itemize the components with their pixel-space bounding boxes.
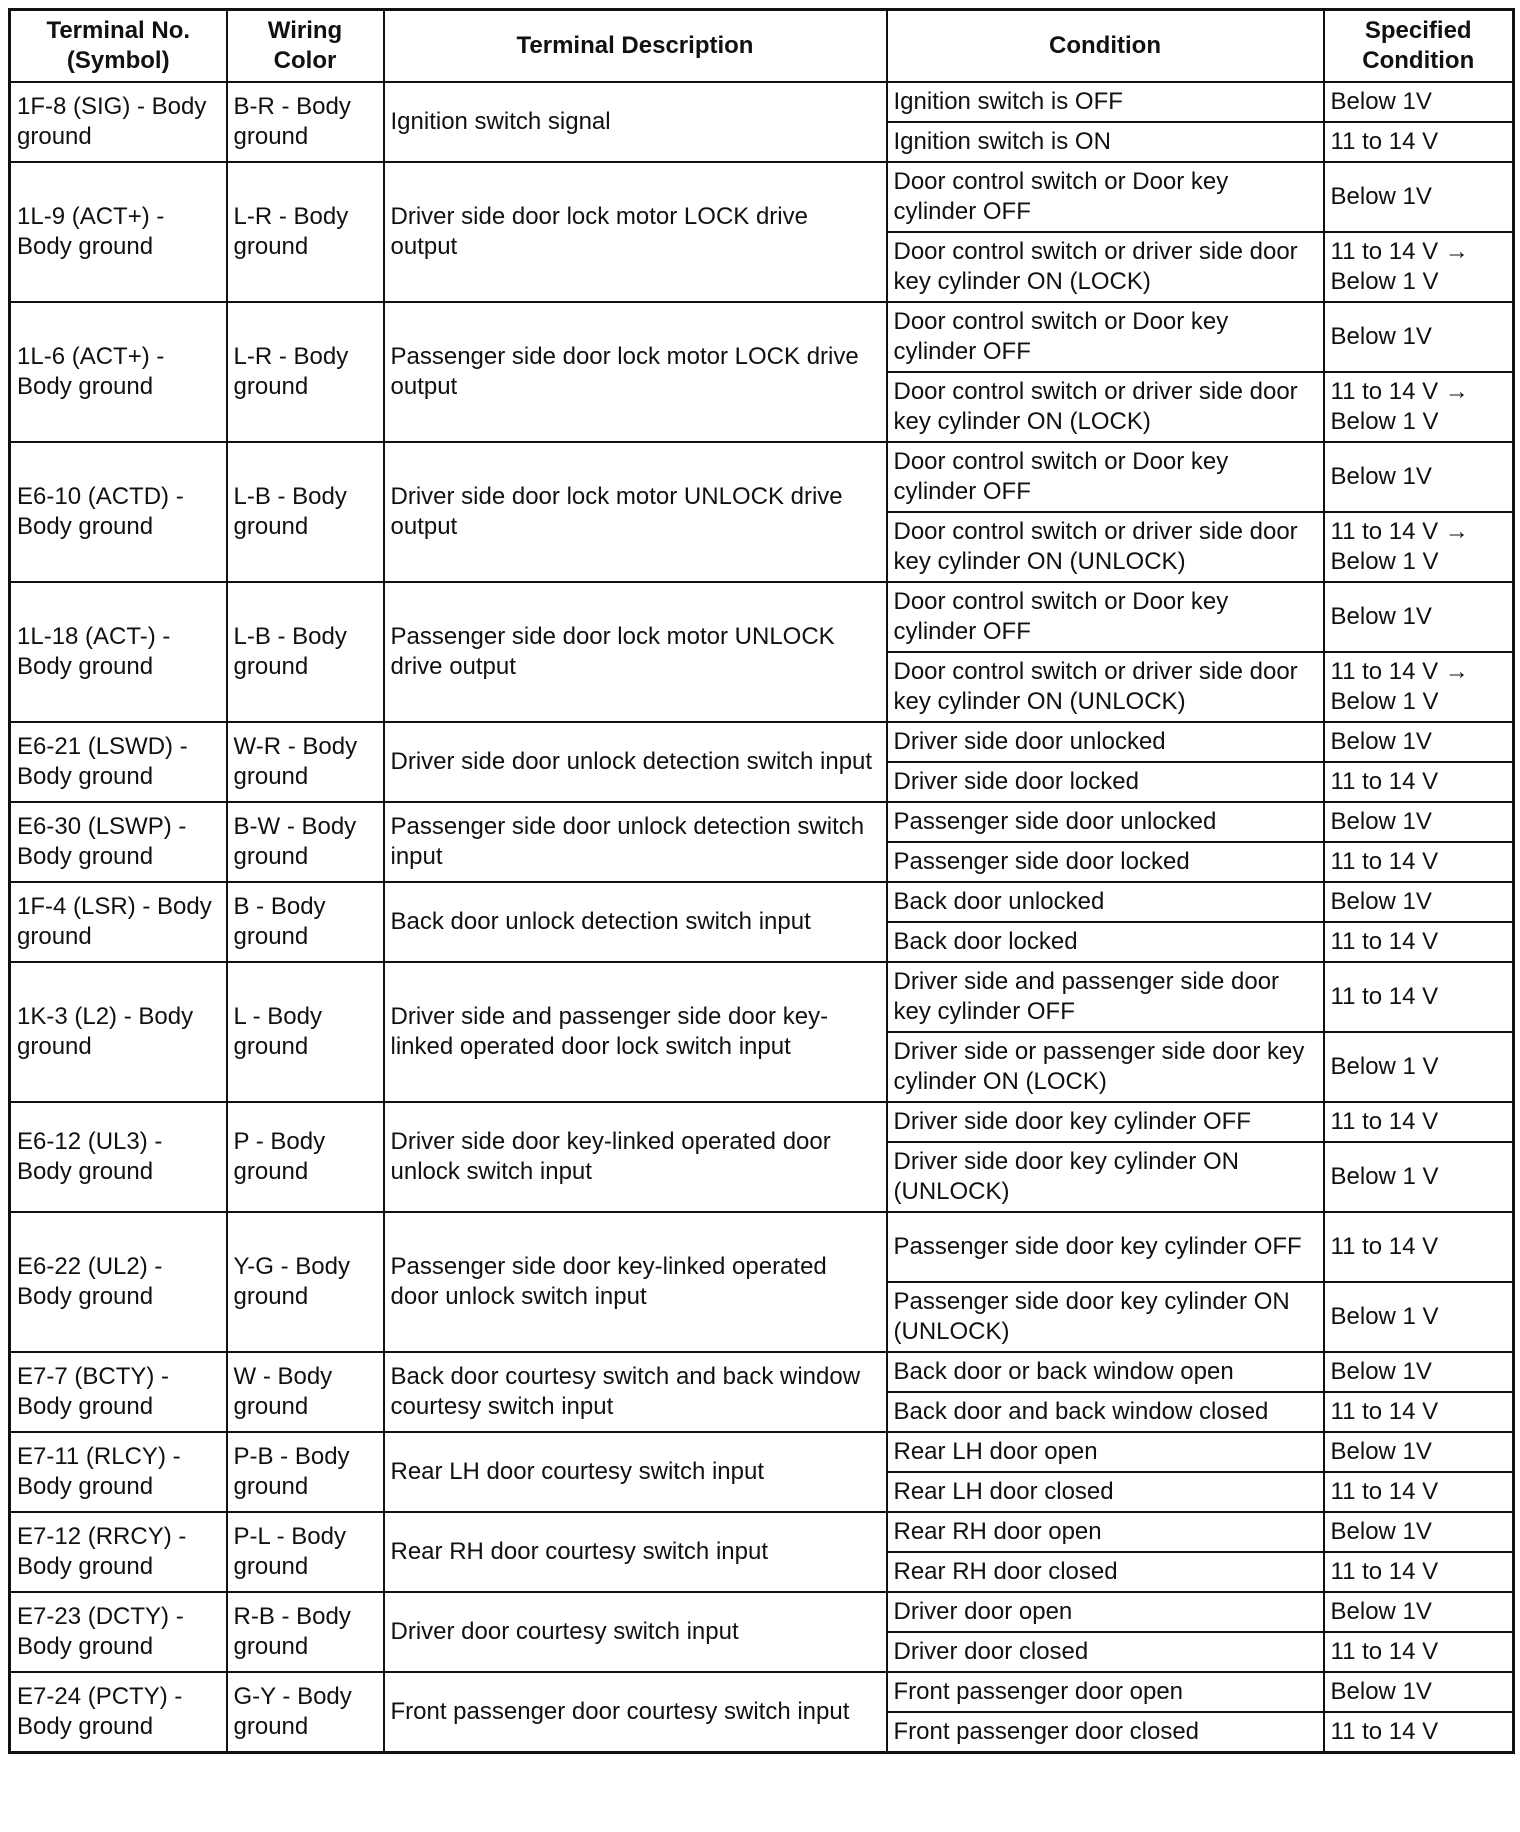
spec-cell: 11 to 14 V (1324, 1102, 1514, 1142)
terminal-cell: 1F-4 (LSR) - Body ground (10, 882, 227, 962)
terminal-cell: 1L-9 (ACT+) - Body ground (10, 162, 227, 302)
header-terminal: Terminal No. (Symbol) (10, 10, 227, 83)
table-row (10, 962, 1514, 1032)
table-body (10, 82, 1514, 1753)
spec-cell: 11 to 14 V (1324, 122, 1514, 162)
description-cell: Back door courtesy switch and back window courtesy switch input (384, 1352, 887, 1432)
wiring-color-cell: Y-G - Body ground (227, 1212, 384, 1352)
description-cell: Ignition switch signal (384, 82, 887, 162)
spec-cell: Below 1V (1324, 1672, 1514, 1712)
spec-cell: 11 to 14 V (1324, 1472, 1514, 1512)
table-row (10, 882, 1514, 922)
terminal-cell: E6-12 (UL3) - Body ground (10, 1102, 227, 1212)
spec-cell: Below 1 V (1324, 1142, 1514, 1212)
spec-cell: Below 1V (1324, 582, 1514, 652)
wiring-color-cell: W-R - Body ground (227, 722, 384, 802)
wiring-color-cell: L-R - Body ground (227, 162, 384, 302)
terminal-cell: E6-22 (UL2) - Body ground (10, 1212, 227, 1352)
terminal-cell: E7-24 (PCTY) - Body ground (10, 1672, 227, 1753)
condition-cell: Rear RH door closed (887, 1552, 1324, 1592)
spec-cell: Below 1V (1324, 302, 1514, 372)
terminal-table-wrapper (8, 8, 1515, 1754)
terminal-cell: E6-30 (LSWP) - Body ground (10, 802, 227, 882)
spec-cell: 11 to 14 V → Below 1 V (1324, 512, 1514, 582)
condition-cell: Driver side door key cylinder ON (UNLOCK) (887, 1142, 1324, 1212)
description-cell: Back door unlock detection switch input (384, 882, 887, 962)
condition-cell: Rear RH door open (887, 1512, 1324, 1552)
wiring-color-cell: P - Body ground (227, 1102, 384, 1212)
condition-cell: Door control switch or driver side door key cylinder ON (LOCK) (887, 232, 1324, 302)
description-cell: Driver side door key-linked operated door unlock switch input (384, 1102, 887, 1212)
table-row (10, 1672, 1514, 1712)
terminal-cell: 1K-3 (L2) - Body ground (10, 962, 227, 1102)
spec-cell: Below 1V (1324, 882, 1514, 922)
terminal-cell: 1L-18 (ACT-) - Body ground (10, 582, 227, 722)
condition-cell: Driver side door unlocked (887, 722, 1324, 762)
condition-cell: Door control switch or Door key cylinder OFF (887, 162, 1324, 232)
header-specified-condition: Specified Condition (1324, 10, 1514, 83)
condition-cell: Rear LH door closed (887, 1472, 1324, 1512)
description-cell: Driver side door lock motor LOCK drive output (384, 162, 887, 302)
terminal-cell: 1L-6 (ACT+) - Body ground (10, 302, 227, 442)
spec-cell: 11 to 14 V → Below 1 V (1324, 652, 1514, 722)
condition-cell: Front passenger door open (887, 1672, 1324, 1712)
table-row (10, 1432, 1514, 1472)
condition-cell: Passenger side door locked (887, 842, 1324, 882)
spec-cell: 11 to 14 V → Below 1 V (1324, 372, 1514, 442)
condition-cell: Passenger side door key cylinder OFF (887, 1212, 1324, 1282)
terminal-cell: E6-10 (ACTD) - Body ground (10, 442, 227, 582)
header-terminal-description: Terminal Description (384, 10, 887, 83)
condition-cell: Passenger side door unlocked (887, 802, 1324, 842)
terminal-cell: E7-11 (RLCY) - Body ground (10, 1432, 227, 1512)
condition-cell: Back door or back window open (887, 1352, 1324, 1392)
terminal-cell: E7-23 (DCTY) - Body ground (10, 1592, 227, 1672)
condition-cell: Passenger side door key cylinder ON (UNLOCK) (887, 1282, 1324, 1352)
wiring-color-cell: B-W - Body ground (227, 802, 384, 882)
description-cell: Passenger side door unlock detection switch input (384, 802, 887, 882)
condition-cell: Door control switch or Door key cylinder OFF (887, 582, 1324, 652)
table-row (10, 802, 1514, 842)
condition-cell: Back door and back window closed (887, 1392, 1324, 1432)
description-cell: Rear LH door courtesy switch input (384, 1432, 887, 1512)
table-row (10, 162, 1514, 232)
wiring-color-cell: L-B - Body ground (227, 582, 384, 722)
spec-cell: 11 to 14 V (1324, 1632, 1514, 1672)
wiring-color-cell: W - Body ground (227, 1352, 384, 1432)
condition-cell: Door control switch or driver side door key cylinder ON (UNLOCK) (887, 512, 1324, 582)
condition-cell: Back door unlocked (887, 882, 1324, 922)
spec-cell: 11 to 14 V (1324, 762, 1514, 802)
spec-cell: 11 to 14 V (1324, 1212, 1514, 1282)
description-cell: Driver side door lock motor UNLOCK drive output (384, 442, 887, 582)
wiring-color-cell: L - Body ground (227, 962, 384, 1102)
table-row (10, 302, 1514, 372)
spec-cell: Below 1V (1324, 442, 1514, 512)
spec-cell: 11 to 14 V (1324, 962, 1514, 1032)
spec-cell: Below 1V (1324, 802, 1514, 842)
condition-cell: Door control switch or driver side door key cylinder ON (LOCK) (887, 372, 1324, 442)
description-cell: Passenger side door lock motor LOCK drive output (384, 302, 887, 442)
terminal-cell: E6-21 (LSWD) - Body ground (10, 722, 227, 802)
wiring-color-cell: B-R - Body ground (227, 82, 384, 162)
terminal-cell: E7-7 (BCTY) - Body ground (10, 1352, 227, 1432)
spec-cell: 11 to 14 V → Below 1 V (1324, 232, 1514, 302)
condition-cell: Driver side and passenger side door key cylinder OFF (887, 962, 1324, 1032)
condition-cell: Ignition switch is ON (887, 122, 1324, 162)
condition-cell: Driver side or passenger side door key cylinder ON (LOCK) (887, 1032, 1324, 1102)
spec-cell: 11 to 14 V (1324, 1712, 1514, 1753)
description-cell: Driver side door unlock detection switch input (384, 722, 887, 802)
description-cell: Passenger side door lock motor UNLOCK drive output (384, 582, 887, 722)
table-row (10, 1102, 1514, 1142)
spec-cell: 11 to 14 V (1324, 1392, 1514, 1432)
spec-cell: Below 1V (1324, 1432, 1514, 1472)
wiring-color-cell: P-B - Body ground (227, 1432, 384, 1512)
table-row (10, 1212, 1514, 1282)
header-condition: Condition (887, 10, 1324, 83)
wiring-color-cell: B - Body ground (227, 882, 384, 962)
condition-cell: Door control switch or Door key cylinder OFF (887, 442, 1324, 512)
description-cell: Front passenger door courtesy switch input (384, 1672, 887, 1753)
wiring-color-cell: R-B - Body ground (227, 1592, 384, 1672)
condition-cell: Driver side door key cylinder OFF (887, 1102, 1324, 1142)
table-row (10, 582, 1514, 652)
description-cell: Passenger side door key-linked operated door unlock switch input (384, 1212, 887, 1352)
table-row (10, 82, 1514, 122)
wiring-color-cell: L-R - Body ground (227, 302, 384, 442)
description-cell: Driver side and passenger side door key-linked operated door lock switch input (384, 962, 887, 1102)
wiring-color-cell: L-B - Body ground (227, 442, 384, 582)
condition-cell: Front passenger door closed (887, 1712, 1324, 1753)
table-row (10, 1512, 1514, 1552)
spec-cell: Below 1 V (1324, 1032, 1514, 1102)
spec-cell: Below 1V (1324, 1592, 1514, 1632)
condition-cell: Door control switch or driver side door key cylinder ON (UNLOCK) (887, 652, 1324, 722)
spec-cell: Below 1 V (1324, 1282, 1514, 1352)
condition-cell: Back door locked (887, 922, 1324, 962)
wiring-color-cell: P-L - Body ground (227, 1512, 384, 1592)
description-cell: Rear RH door courtesy switch input (384, 1512, 887, 1592)
condition-cell: Driver door open (887, 1592, 1324, 1632)
spec-cell: Below 1V (1324, 1512, 1514, 1552)
description-cell: Driver door courtesy switch input (384, 1592, 887, 1672)
header-row (10, 10, 1514, 83)
table-row (10, 1592, 1514, 1632)
condition-cell: Rear LH door open (887, 1432, 1324, 1472)
condition-cell: Door control switch or Door key cylinder OFF (887, 302, 1324, 372)
terminal-inspection-table (8, 8, 1515, 1754)
spec-cell: Below 1V (1324, 722, 1514, 762)
condition-cell: Driver side door locked (887, 762, 1324, 802)
wiring-color-cell: G-Y - Body ground (227, 1672, 384, 1753)
spec-cell: Below 1V (1324, 162, 1514, 232)
table-row (10, 722, 1514, 762)
spec-cell: Below 1V (1324, 1352, 1514, 1392)
condition-cell: Ignition switch is OFF (887, 82, 1324, 122)
header-wiring-color: Wiring Color (227, 10, 384, 83)
condition-cell: Driver door closed (887, 1632, 1324, 1672)
table-row (10, 442, 1514, 512)
spec-cell: 11 to 14 V (1324, 842, 1514, 882)
spec-cell: 11 to 14 V (1324, 1552, 1514, 1592)
spec-cell: 11 to 14 V (1324, 922, 1514, 962)
terminal-cell: E7-12 (RRCY) - Body ground (10, 1512, 227, 1592)
table-row (10, 1352, 1514, 1392)
terminal-cell: 1F-8 (SIG) - Body ground (10, 82, 227, 162)
spec-cell: Below 1V (1324, 82, 1514, 122)
